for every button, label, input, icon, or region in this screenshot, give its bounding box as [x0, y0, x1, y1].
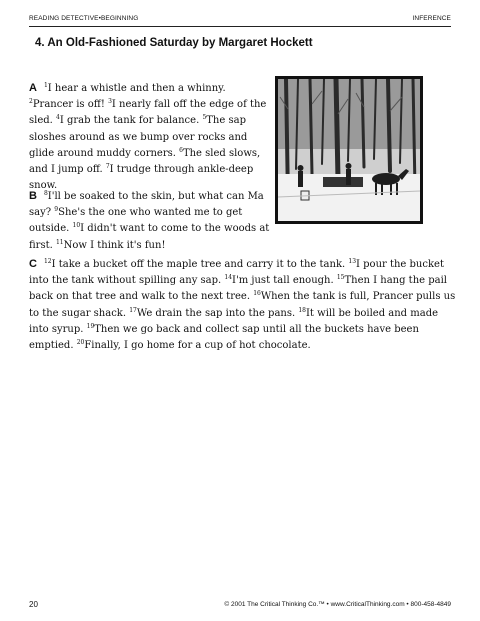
sentence-number: 6	[179, 146, 183, 154]
sentence-number: 1	[43, 82, 48, 89]
sentence-text: Then we go back and collect sap until all the buckets have been emptied.	[29, 323, 419, 352]
sentence-text: The sap sloshes around as we bump over rocks and glide around muddy corners.	[29, 115, 248, 159]
header-rule	[29, 26, 451, 27]
sentence-number: 2	[29, 98, 33, 106]
sentence-number: 5	[202, 114, 207, 122]
sentence-number: 13	[348, 258, 357, 265]
sentence-text: I take a bucket off the maple tree and carry it to the tank.	[51, 259, 349, 270]
sentence-number: 14	[224, 274, 233, 282]
sentence-number: 16	[253, 290, 261, 298]
sentence-number: 15	[336, 274, 345, 282]
sentence-number: 8	[43, 190, 48, 197]
sentence-number: 18	[298, 306, 306, 314]
sentence-number: 4	[56, 114, 60, 122]
sentence-number: 19	[86, 322, 95, 330]
story-title: 4. An Old-Fashioned Saturday by Margaret Hockett	[35, 37, 313, 49]
sentence-number: 11	[55, 238, 64, 246]
sap-collecting-photo	[275, 76, 423, 224]
sentence-number: 17	[129, 306, 137, 314]
paragraph-a	[29, 80, 272, 194]
sentence-text: It will be boiled and made into syrup.	[29, 307, 439, 335]
section-label: INFERENCE	[412, 15, 451, 22]
sentence-text: I'll be soaked to the skin, but what can Ma say?	[29, 191, 264, 219]
sentence-text: Prancer is off!	[32, 99, 109, 111]
sentence-text: Then I hang the pail back on that tree and walk to the next tree.	[29, 275, 447, 303]
sentence-text: I nearly fall off the edge of the sled.	[29, 99, 267, 127]
sentence-text: When the tank is full, Prancer pulls us to the sugar shack.	[29, 291, 456, 319]
sentence-text: We drain the sap into the pans.	[136, 307, 299, 319]
sentence-text: I grab the tank for balance.	[59, 115, 203, 127]
sentence-text: I trudge through ankle-deep snow.	[29, 164, 254, 192]
paragraph-label: C	[29, 258, 37, 270]
sentence-text: I'm just tall enough.	[232, 275, 337, 287]
sentence-text: The sled slows, and I jump off.	[29, 147, 261, 176]
sentence-number: 7	[105, 163, 110, 171]
copyright-line: © 2001 The Critical Thinking Co.™ • www.CriticalThinking.com • 800-458-4849	[224, 601, 451, 608]
page-number: 20	[29, 600, 38, 609]
sentence-number: 9	[54, 206, 59, 214]
sentence-text: I didn't want to come to the woods at first.	[29, 223, 270, 251]
paragraph-c	[29, 256, 459, 354]
sentence-text: Now I think it's fun!	[63, 239, 166, 251]
sentence-number: 3	[108, 98, 112, 106]
sentence-text: Finally, I go home for a cup of hot chocolate.	[84, 340, 311, 352]
sentence-text: I hear a whistle and then a whinny.	[47, 83, 226, 94]
sentence-text: She's the one who wanted me to get outside.	[29, 207, 243, 235]
paragraph-label: B	[29, 190, 37, 202]
paragraph-b	[29, 188, 272, 254]
sentence-number: 12	[43, 258, 52, 265]
series-label: READING DETECTIVE•BEGINNING	[29, 15, 139, 22]
maple-woods-horse-sled-illustration	[278, 79, 420, 221]
sentence-text: I pour the bucket into the tank without spilling any sap.	[29, 259, 444, 287]
paragraph-label: A	[29, 82, 37, 94]
sentence-number: 20	[76, 339, 85, 347]
sentence-number: 10	[72, 222, 81, 230]
